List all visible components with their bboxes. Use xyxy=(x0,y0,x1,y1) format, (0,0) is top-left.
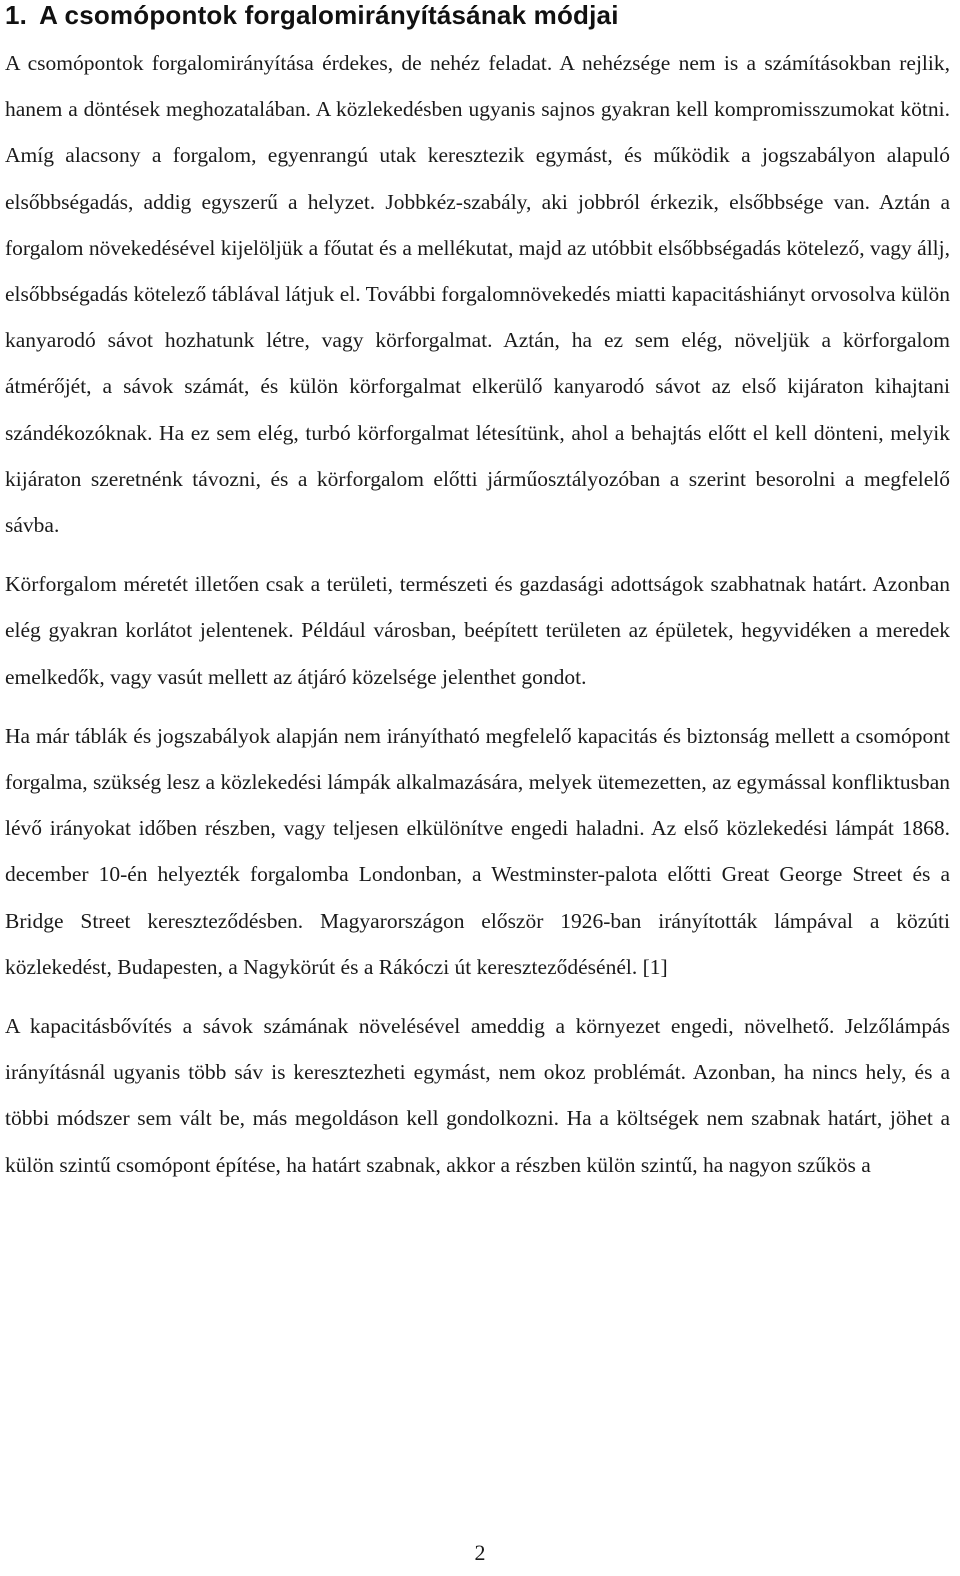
section-title: A csomópontok forgalomirányításának módjai xyxy=(39,0,619,30)
paragraph-1: A csomópontok forgalomirányítása érdekes, de nehéz feladat. A nehézsége nem is a számításokban rejlik, hanem a döntések meghozatalában. A közlekedésben ugyanis sajnos gyakran kell kompromisszumokat kötni. Amíg alacsony a forgalom, egyenrangú utak keresztezik egymást, és működik a jogszabályon alapuló elsőbbségadás, addig egyszerű a helyzet. Jobbkéz-szabály, aki jobbról érkezik, elsőbbsége van. Aztán a forgalom növekedésével kijelöljük a főutat és a mellékutat, majd az utóbbit elsőbbségadás kötelező, vagy állj, elsőbbségadás kötelező táblával látjuk el. További forgalomnövekedés miatti kapacitáshiányt orvosolva külön kanyarodó sávot hozhatunk létre, vagy körforgalmat. Aztán, ha ez sem elég, növeljük a körforgalom átmérőjét, a sávok számát, és külön körforgalmat elkerülő kanyarodó sávot az első kijáraton kihajtani szándékozóknak. Ha ez sem elég, turbó körforgalmat létesítünk, ahol a behajtás előtt el kell dönteni, melyik kijáraton szeretnénk távozni, és a körforgalom előtti járműosztályozóban a szerint besorolni a megfelelő sávba. xyxy=(5,51,950,538)
section-heading xyxy=(5,0,950,30)
document-page xyxy=(5,0,950,1188)
section-number: 1. xyxy=(5,0,28,30)
paragraph-2: Körforgalom méretét illetően csak a területi, természeti és gazdasági adottságok szabhatnak határt. Azonban elég gyakran korlátot jelentenek. Például városban, beépített területen az épületek, hegyvidéken a meredek emelkedők, vagy vasút mellett az átjáró közelsége jelenthet gondot. xyxy=(5,572,950,689)
paragraph-4: A kapacitásbővítés a sávok számának növelésével ameddig a környezet engedi, növelhető. Jelzőlámpás irányításnál ugyanis több sáv is keresztezheti egymást, nem okoz problémát. Azonban, ha nincs hely, és a többi módszer sem vált be, más megoldáson kell gondolkozni. Ha a költségek nem szabnak határt, jöhet a külön szintű csomópont építése, ha határt szabnak, akkor a részben külön szintű, ha nagyon szűkös a xyxy=(5,1014,950,1177)
paragraph-3: Ha már táblák és jogszabályok alapján nem irányítható megfelelő kapacitás és biztonság mellett a csomópont forgalma, szükség lesz a közlekedési lámpák alkalmazására, melyek ütemezetten, az egymással konfliktusban lévő irányokat időben részben, vagy teljesen elkülönítve engedi haladni. Az első közlekedési lámpát 1868. december 10-én helyezték forgalomba Londonban, a Westminster-palota előtti Great George Street és a Bridge Street kereszteződésben. Magyarországon először 1926-ban irányították lámpával a közúti közlekedést, Budapesten, a Nagykörút és a Rákóczi út kereszteződésénél. [1] xyxy=(5,723,950,979)
page-number: 2 xyxy=(474,1540,486,1565)
